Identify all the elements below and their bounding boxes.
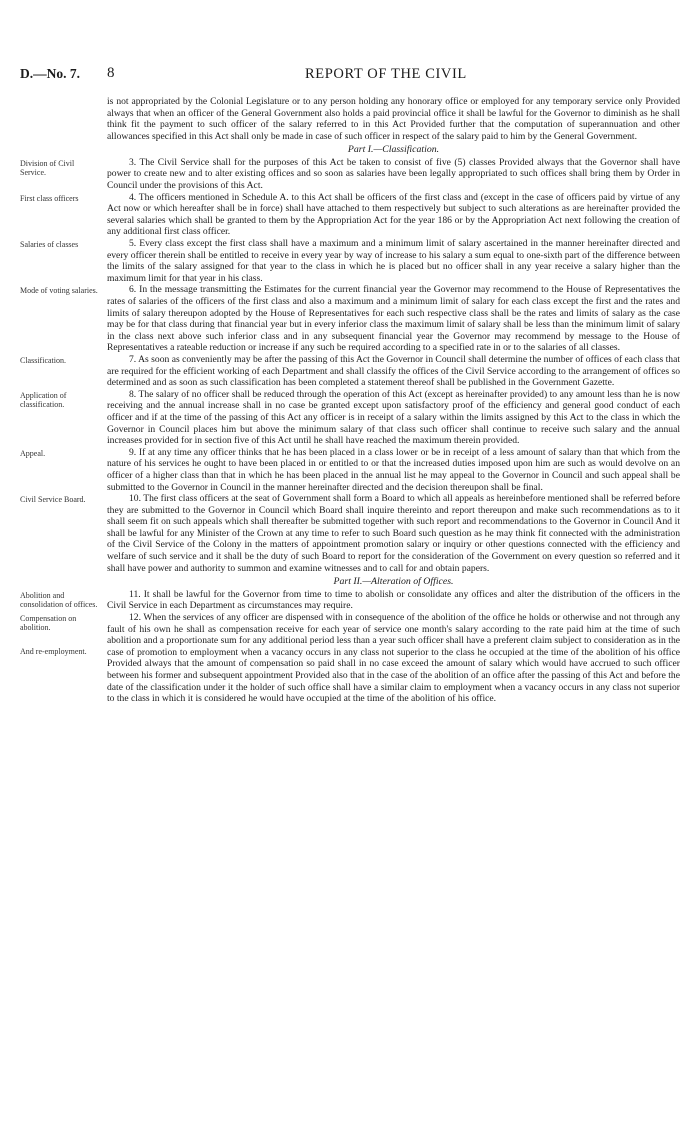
section-8 bbox=[0, 389, 700, 447]
section-text: 4. The officers mentioned in Schedule A. to this Act shall be officers of the first class and (except in the case of officers paid by virtue of any Act now or which hereafter shall be in force) shall have attached to them respectively but subject to such alterations as are hereinafter provided the several salaries which shall be granted to them by the Appropriation Act for the year 186 or by the Appropriation Act next following the creation of any additional first class officer. bbox=[107, 191, 680, 238]
margin-note: Salaries of classes bbox=[20, 240, 79, 250]
section-text: 10. The first class officers at the seat of Government shall form a Board to which all appeals as hereinbefore mentioned shall be referred before they are submitted to the Governor in Council which Board shall inquire thereinto and report thereupon and make such recommendations as to it shall seem fit on such appeals which shall thereafter be submitted together with such report and recommendations to the Governor in Council And it shall be lawful for any Minister of the Crown at any time to refer to such Board such question as he may think fit connected with the administration of the Civil Service of the Colony in the matters of appointment promotion salary or inquiry or other questions connected with the efficiency and welfare of such service and it shall be the duty of such Board to report for the consideration of the Government on every question so referred and it shall have power and authority to summon and examine witnesses and to call for and obtain papers. bbox=[107, 493, 680, 574]
section-6 bbox=[0, 284, 700, 354]
running-title: REPORT OF THE CIVIL bbox=[305, 66, 467, 82]
section-text: 9. If at any time any officer thinks that he has been placed in a class lower or be in receipt of a less amount of salary than that which from the nature of his services he ought to have been placed in or entitled to or that the increased duties imposed upon him are such as would devolve on an officer of a higher class than that in which he has been placed in the annual list he may appeal to the Governor in Council and such appeal shall be submitted to the Governor in Council in the manner hereinafter directed and the decision thereupon shall be final. bbox=[107, 446, 680, 493]
section-text: 3. The Civil Service shall for the purposes of this Act be taken to consist of five (5) classes Provided always that the Governor shall have power to create new and to alter existing offices and so soon as salaries have been legally appropriated to such offices shall bring them by Order in Council under the provisions of this Act. bbox=[107, 156, 680, 192]
section-text: 11. It shall be lawful for the Governor from time to time to abolish or consolidate any offices and alter the distribution of the officers in the Civil Service in each Department as circumstances may require. bbox=[107, 588, 680, 612]
part-heading-alteration: Part II.—Alteration of Offices. bbox=[333, 576, 454, 588]
section-3 bbox=[0, 157, 700, 192]
section-11 bbox=[0, 589, 700, 612]
margin-note: Civil Service Board. bbox=[20, 495, 86, 505]
section-text: 7. As soon as conveniently may be after the passing of this Act the Governor in Council shall determine the number of offices of each class that are required for the efficient working of each Department and shall classify the offices of the Civil Service according to the arrangement of offices so determined and as soon as such classification has been completed a statement thereof shall be published in the Government Gazette. bbox=[107, 353, 680, 389]
section-12 bbox=[0, 612, 700, 705]
margin-note: Mode of voting salaries. bbox=[20, 286, 98, 296]
paragraph-text: is not appropriated by the Colonial Legislature or to any person holding any honorary office or employed for any temporary service only Provided always that when an officer of the General Government also holds a paid provincial office it shall be lawful for the Governor to diminish as he shall think fit the payment to such officer of the salary referred to in this Act Provided further that the computation of superannuation and other allowances specified in this Act shall only be made in case of such officer in respect of the salary paid to him by the General Government. bbox=[107, 96, 680, 142]
margin-note: Compensation on abolition. bbox=[20, 613, 77, 632]
section-9 bbox=[0, 447, 700, 493]
margin-note: Classification. bbox=[20, 355, 66, 365]
margin-note: Division of Civil Service. bbox=[20, 158, 75, 177]
margin-note: Application of classification. bbox=[20, 390, 67, 409]
section-text: 8. The salary of no officer shall be reduced through the operation of this Act (except as hereinafter provided) to any amount less than he is now receiving and the annual increase shall in no case be granted except upon satisfactory proof of the efficiency and general good conduct of each officer and if at the time of the passing of this Act any officer is in receipt of a salary within the limits assigned by this Act to the class in which the Governor in Council places him but above the minimum salary of that class such officer shall continue to receive such salary and the annual increases provided for in section five of this Act until he shall have reached the maximum therein provided. bbox=[107, 388, 680, 447]
section-text: 6. In the message transmitting the Estimates for the current financial year the Governor may recommend to the House of Representatives the rates of salaries of the officers of the first class and also a maximum and a minimum limit of salary for each class except the first and the rates and limits of salary thereupon adopted by the House of Representatives for each such respective class shall be the rates and limits of salary as the case may be for that class during that financial year but in every inferior class the maximum limit of salary shall be less than the minimum limit of salary in the class next above such inferior class and in any subsequent financial year the Governor may recommend by message to the House of Representatives a rateable reduction or increase if any such be required according to a specified rate in or to the salaries of all classes. bbox=[107, 284, 680, 354]
document-reference: D.—No. 7. bbox=[20, 66, 80, 81]
section-text: 12. When the services of any officer are dispensed with in consequence of the abolition of the office he holds or otherwise and not through any fault of his own he shall as compensation receive for each year of service one month's salary according to the rate paid him at the time of such abolition and a proportionate sum for any additional period less than a year such officer shall have a preferent claim subject to consideration as in the case of promotion to employment when a vacancy occurs in any class not superior to the class he occupied at the time of the abolition of his office Provided always that the amount of compensation so paid shall in no case exceed the amount of salary which would have accrued to such officer between his former and subsequent appointment Provided also that in the case of the abolition of an office after the passing of this Act and before the date of the classification under it the holder of such office shall have a similar claim to employment when a vacancy occurs in any class not superior to the class in which it is considered he would have occupied at the time of the abolition of his office. bbox=[107, 611, 680, 705]
section-text: 5. Every class except the first class shall have a maximum and a minimum limit of salary ascertained in the manner hereinafter directed and every officer therein shall be entitled to receive in every year by way of increase to his salary a sum equal to one-sixth part of the difference between the limits of the salary assigned for that year to the class in which he is placed but no officer shall in any year receive a salary higher than the maximum limit for that year in his class. bbox=[107, 238, 680, 284]
section-5 bbox=[0, 238, 700, 284]
section-7 bbox=[0, 354, 700, 389]
intro-paragraph bbox=[0, 96, 700, 142]
margin-note: First class officers bbox=[20, 193, 79, 203]
section-10 bbox=[0, 493, 700, 574]
margin-note: Abolition and consolidation of offices. bbox=[20, 590, 98, 609]
margin-note: Appeal. bbox=[20, 448, 46, 458]
part-heading-classification: Part I.—Classification. bbox=[347, 144, 440, 156]
section-4 bbox=[0, 192, 700, 238]
page-number: 8 bbox=[107, 65, 115, 81]
page-body bbox=[0, 96, 700, 705]
page-header bbox=[20, 66, 680, 84]
margin-note-secondary: And re-employment. bbox=[20, 646, 87, 656]
